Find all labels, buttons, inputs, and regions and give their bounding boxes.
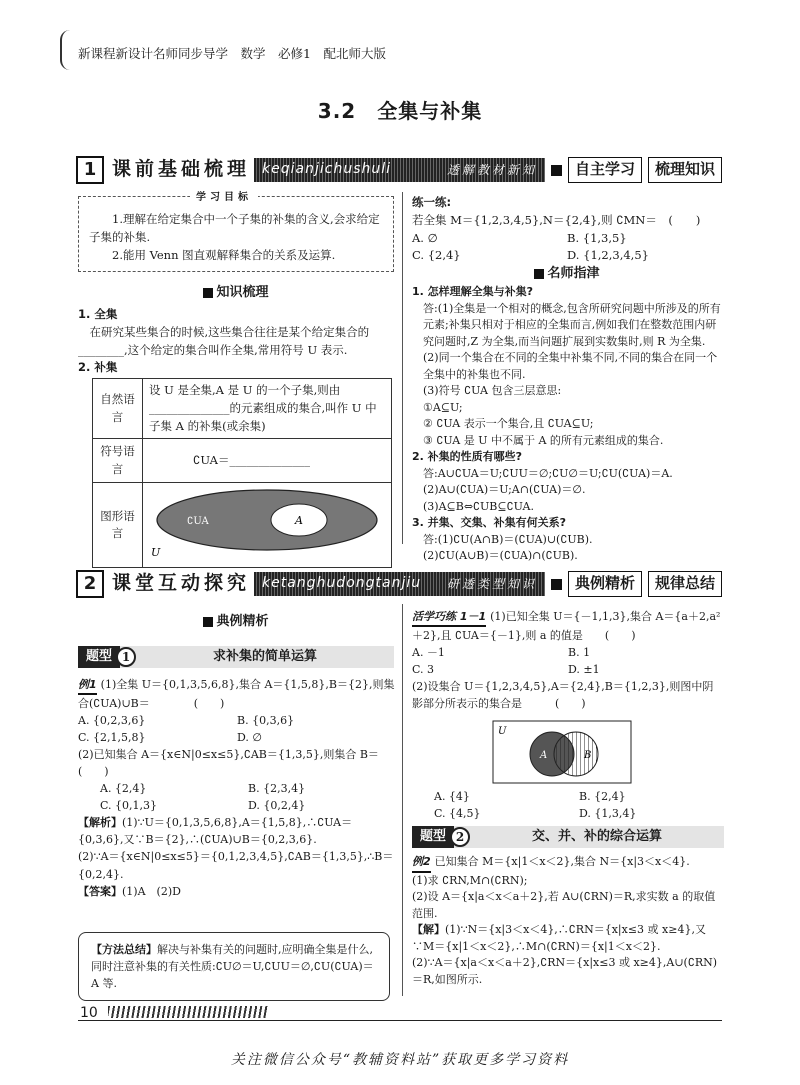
drill-options2 [412,788,724,822]
guide-a3-p1: 答:(1)∁U(A∩B)＝(∁UA)∪(∁UB). [423,532,593,546]
section1-slogan: 透解教材新知 [446,162,537,177]
type2-label: 题型 [412,826,454,848]
solution-p2: (2)∵A＝{x|a＜x＜a＋2},∁RN＝{x|x≤3 或 x≥4},A∪(∁RN)＝R,如图所示. [412,956,718,986]
guide-a1-p1: 答:(1)全集是一个相对的概念,包含所研究问题中所涉及的所有元素;补集只相对于相应的全集而言,例如我们在整数范围内研究问题时,Z 为全集,而当问题扩展到实数集时,则 R 为全集. [423,301,721,348]
goal-item: 1.理解在给定集合中一个子集的补集的含义,会求给定子集的补集. [89,212,380,244]
option-c: C. {2,4} [412,248,461,263]
page-number: 10 [80,1005,98,1021]
example2-badge: 例2 [412,854,431,873]
section2-pinyin: ketanghudongtanjiu [262,575,422,592]
drill-venn-diagram [492,720,632,784]
ex1-opt2-b: B. {2,3,4} [248,782,306,796]
drill-venn-b-label: B [584,750,592,761]
guide-a1-p2: (2)同一个集合在不同的全集中补集不同,不同的集合在同一个全集中的补集也不同. [423,351,718,381]
item1-text: 在研究某些集合的时候,这些集合往往是某个给定集合的________,这个给定的集合叫作全集,常用符号 U 表示. [78,324,370,357]
learning-goals-box [78,196,394,272]
example2-sub1: (1)求 ∁RN,M∩(∁RN); [412,873,528,887]
guide-body [412,284,724,565]
example2-q: 已知集合 M＝{x|1＜x＜2},集合 N＝{x|3＜x＜4}. [434,855,690,868]
section1-title: 课前基础梳理 [112,158,251,181]
examples-heading: 典例精析 [78,612,394,632]
type1-label: 题型 [78,646,120,668]
drill-opt1-c: C. 3 [412,663,435,677]
guide-q1: 1. 怎样理解全集与补集? [412,285,534,298]
section2-slogan: 研透类型知识 [446,576,537,591]
knowledge-heading: 知识梳理 [78,283,394,303]
type1-bar [78,646,394,668]
solution-label: 【解】 [412,923,445,936]
example1-badge: 例1 [78,676,97,695]
section1-block-icon [551,165,562,176]
section2-tag2: 规律总结 [648,571,722,597]
ex1-opt2-c: C. {0,1,3} [100,799,158,813]
example2-sub2: (2)设 A＝{x|a＜x＜a＋2},若 A∪(∁RN)＝R,求实数 a 的取值范围. [412,890,716,920]
option-a: A. ∅ [412,230,438,245]
drill-opt1-d: D. ±1 [568,663,600,677]
drill-opt2-d: D. {1,3,4} [579,807,637,821]
type2-number: 2 [450,827,470,847]
section1-banner [76,154,722,186]
venn-a-label: A [295,514,303,528]
drill-block [412,608,724,712]
running-header: 新课程新设计名师同步导学 数学 必修1 配北师大版 [78,46,386,61]
analysis-label: 【解析】 [78,816,122,830]
row-label-natural: 自然语言 [93,379,143,439]
drill-opt2-b: B. {2,4} [579,790,626,803]
practice-heading: 练一练: [412,195,452,209]
column-divider [402,192,403,544]
type1-title: 求补集的简单运算 [213,648,318,664]
column-divider-2 [402,604,403,996]
section1-pinyin: keqianjichushuli [262,161,392,178]
guide-a1-p5: ② ∁UA 表示一个集合,且 ∁UA⊆U; [423,417,594,430]
example1-q2: (2)已知集合 A＝{x∈N|0≤x≤5},∁AB＝{1,3,5},则集合 B＝ ( ) [78,748,467,779]
section2-block-icon [551,579,562,590]
guide-q2: 2. 补集的性质有哪些? [412,450,523,463]
ex1-opt2-a: A. {2,4} [100,782,147,796]
method-text: 解决与补集有关的问题时,应明确全集是什么,同时注意补集的有关性质:∁U∅＝U,∁UU＝∅,∁U(∁UA)＝A 等. [91,943,374,991]
answer-label: 【答案】 [78,884,122,898]
drill-venn-u-label: U [498,726,507,737]
square-icon [203,617,213,627]
practice-block [412,194,722,265]
guide-a1-p4: ①A⊆U; [423,400,463,414]
example2-block [412,854,724,988]
complement-table [92,378,392,568]
footer-decoration [108,1006,268,1018]
venn-diagram [149,486,385,558]
analysis-p1: (1)∵U＝{0,1,3,5,6,8},A＝{1,5,8},∴∁UA＝{0,3,6},又∵B＝{2},∴(∁UA)∪B＝{0,2,3,6}. [78,816,353,847]
row-label-graph: 图形语言 [93,483,143,568]
guide-a2-p1: 答:A∪∁UA＝U;∁UU＝∅;∁U∅＝U;∁U(∁UA)＝A. [423,466,673,480]
drill-venn-b [554,732,598,776]
guide-a2-p2: (2)A∪(∁UA)＝U;A∩(∁UA)＝∅. [423,483,586,496]
row-text-symbol: ∁UA＝______________ [143,439,392,483]
solution-p1: (1)∵N＝{x|3＜x＜4},∴∁RN＝{x|x≤3 或 x≥4},又∵M＝{x|1＜x＜2},∴M∩(∁RN)＝{x|1＜x＜2}. [412,923,706,953]
drill-q2: (2)设集合 U＝{1,2,3,4,5},A＝{2,4},B＝{1,2,3},则图中阴影部分所表示的集合是 ( ) [412,680,714,711]
option-d: D. {1,2,3,4,5} [567,248,649,263]
guide-a1-p6: ③ ∁UA 是 U 中不属于 A 的所有元素组成的集合. [423,433,664,447]
section1-number: 1 [76,156,104,184]
ex1-opt-c: C. {2,1,5,8} [78,731,146,745]
section2-strip [254,572,545,596]
type1-number: 1 [116,647,136,667]
guide-q3: 3. 并集、交集、补集有何关系? [412,516,567,529]
practice-question: 若全集 M＝{1,2,3,4,5},N＝{2,4},则 ∁MN＝ ( ) [412,212,701,227]
type2-title: 交、并、补的综合运算 [532,828,663,844]
guide-a2-p3: (3)A⊆B⇔∁UB⊆∁UA. [423,499,534,513]
method-label: 【方法总结】 [91,943,157,956]
method-summary-box [78,932,390,1001]
footer-rule [78,1020,722,1021]
section2-title: 课堂互动探究 [112,572,251,595]
square-icon [534,269,544,279]
ex1-opt-b: B. {0,3,6} [237,714,295,728]
bottom-promo-note: 关注微信公众号“教辅资料站”获取更多学习资料 [230,1052,570,1068]
answer-text: (1)A (2)D [122,884,181,898]
drill-opt1-a: A. －1 [412,646,445,660]
guide-a3-p2: (2)∁U(A∪B)＝(∁UA)∩(∁UB). [423,549,578,562]
venn-u-label: U [151,546,161,559]
section2-tag1: 典例精析 [568,571,642,597]
option-b: B. {1,3,5} [567,230,627,245]
venn-complement-label: ∁UA [187,516,209,528]
page-title: 3.2 全集与补集 [317,99,483,123]
learning-goals-label: 学习目标 [190,190,258,206]
section1-tag1: 自主学习 [568,157,642,183]
drill-opt2-a: A. {4} [434,790,470,803]
type2-bar [412,826,724,848]
example1-q1: (1)全集 U＝{0,1,3,5,6,8},集合 A＝{1,5,8},B＝{2},则集合(∁UA)∪B＝ ( ) [78,678,395,711]
item2-title: 2. 补集 [78,360,118,375]
drill-opt1-b: B. 1 [568,646,591,660]
section2-number: 2 [76,570,104,598]
drill-q1: (1)已知全集 U＝{－1,1,3},集合 A＝{a＋2,a²＋2},且 ∁UA＝{－1},则 a 的值是 ( ) [412,610,721,643]
knowledge-body [78,306,394,377]
section1-strip [254,158,545,182]
drill-badge: 活学巧练 1－1 [412,608,486,627]
guide-heading: 名师指津 [412,264,722,284]
drill-venn-a-label: A [540,750,548,761]
ex1-opt-d: D. ∅ [237,731,263,745]
drill-opt2-c: C. {4,5} [434,807,481,821]
ex1-opt-a: A. {0,2,3,6} [78,714,146,728]
venn-cell [143,483,392,568]
square-icon [203,288,213,298]
section2-banner [76,568,722,600]
guide-a1-p3: (3)符号 ∁UA 包含三层意思: [423,384,562,397]
header-bracket [60,30,74,70]
goal-item: 2.能用 Venn 图直观解释集合的关系及运算. [112,247,336,262]
section1-tag2: 梳理知识 [648,157,722,183]
row-text-natural: 设 U 是全集,A 是 U 的一个子集,则由______________的元素组成的集合,叫作 U 中子集 A 的补集(或余集) [143,379,392,439]
ex1-opt2-d: D. {0,2,4} [248,799,306,813]
item1-title: 1. 全集 [78,307,118,321]
analysis-p2: (2)∵A＝{x∈N|0≤x≤5}＝{0,1,2,3,4,5},∁AB＝{1,3,5},∴B＝{0,2,4}. [78,850,394,881]
row-label-symbol: 符号语言 [93,439,143,483]
